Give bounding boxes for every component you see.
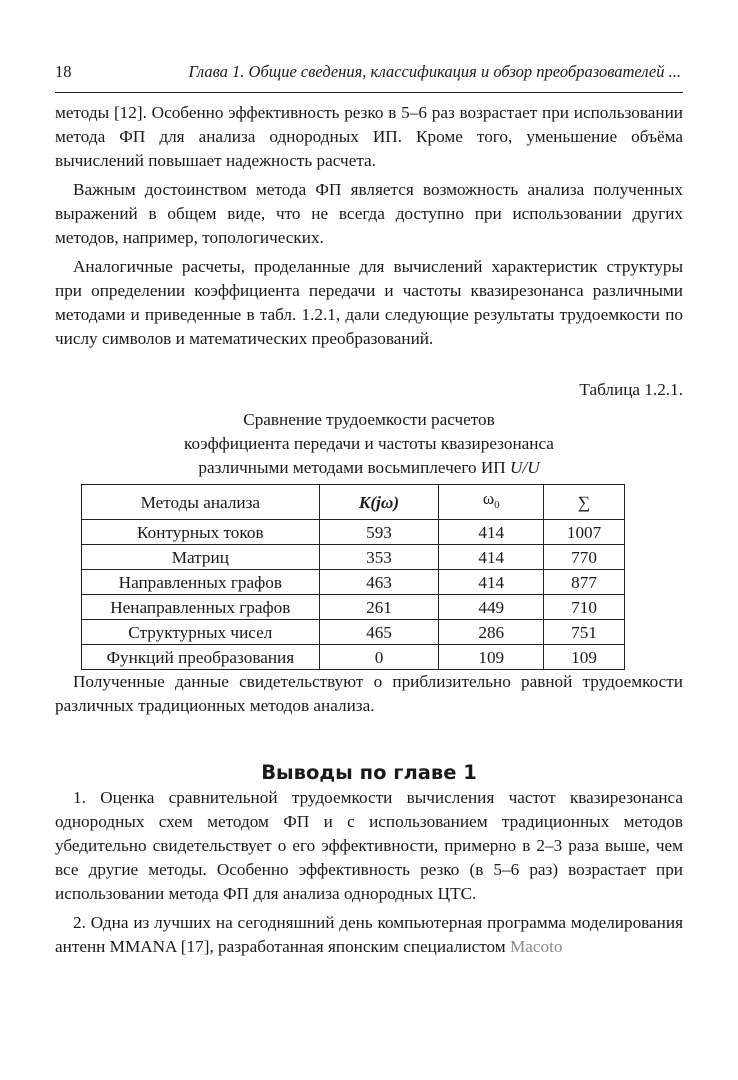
section-title: Выводы по главе 1 (261, 761, 477, 784)
header-methods: Методы анализа (82, 485, 320, 520)
table-row (82, 595, 625, 620)
cell-method: Матриц (82, 545, 320, 570)
running-header (55, 52, 683, 93)
k-jw-symbol: K(jω) (358, 492, 400, 512)
table-row (82, 570, 625, 595)
cell-k: 463 (319, 570, 439, 595)
table-row (82, 645, 625, 670)
cell-sum: 770 (544, 545, 625, 570)
cell-method: Направленных графов (82, 570, 320, 595)
cell-method: Контурных токов (82, 520, 320, 545)
table-header-row (82, 485, 625, 520)
paragraph-similar-calculations: Аналогичные расчеты, проделанные для вычислений характеристик структуры при определении коэффициента передачи и частоты квазирезонанса различными методами и приведенные в табл. 1.2.1, дали следующие результаты трудоемкости по числу символов и математических преобразований. (55, 257, 683, 348)
cell-omega: 414 (439, 520, 544, 545)
cell-k: 353 (319, 545, 439, 570)
cell-sum: 1007 (544, 520, 625, 545)
cell-k: 465 (319, 620, 439, 645)
cell-omega: 286 (439, 620, 544, 645)
paragraph-continuation: методы [12]. Особенно эффективность резко в 5–6 раз возрастает при использовании метода ФП для анализа однородных ИП. Кроме того, уменьшение объёма вычислений повышает надежность расчета. (55, 103, 683, 170)
table-number: Таблица 1.2.1. (579, 380, 683, 399)
table-row (82, 545, 625, 570)
paragraph-after-table: Полученные данные свидетельствуют о приблизительно равной трудоемкости различных традиционных методов анализа. (55, 672, 683, 715)
header-sum: ∑ (544, 485, 625, 520)
header-omega-0 (439, 485, 544, 520)
cell-sum: 109 (544, 645, 625, 670)
page-body (55, 101, 683, 959)
cell-omega: 414 (439, 545, 544, 570)
cell-sum: 751 (544, 620, 625, 645)
table-title-line-1: Сравнение трудоемкости расчетов (243, 410, 495, 429)
omega-subscript: 0 (494, 499, 500, 511)
cell-omega: 449 (439, 595, 544, 620)
cell-omega: 109 (439, 645, 544, 670)
conclusion-item-2-text: 2. Одна из лучших на сегодняшний день компьютерная программа моделирования антенн MMANA [17], разработанная японским специалистом (55, 913, 683, 956)
cell-method: Структурных чисел (82, 620, 320, 645)
author-name: Macoto (509, 937, 563, 956)
cell-sum: 710 (544, 595, 625, 620)
comparison-table (81, 484, 625, 670)
cell-k: 261 (319, 595, 439, 620)
table-row (82, 520, 625, 545)
table-title-suffix: U/U (510, 458, 540, 477)
table-title (55, 408, 683, 480)
cell-sum: 877 (544, 570, 625, 595)
running-head-title: Глава 1. Общие сведения, классификация и обзор преобразователей ... (188, 62, 681, 81)
omega-symbol: ω (482, 489, 495, 508)
table-row (82, 620, 625, 645)
header-k-jw (319, 485, 439, 520)
conclusion-item-2 (55, 911, 683, 959)
cell-k: 593 (319, 520, 439, 545)
paragraph-advantage: Важным достоинством метода ФП является возможность анализа полученных выражений в общем виде, что не всегда доступно при использовании других методов, например, топологических. (55, 180, 683, 247)
cell-method: Функций преобразования (82, 645, 320, 670)
page-number: 18 (55, 62, 72, 81)
cell-method: Ненаправленных графов (82, 595, 320, 620)
conclusion-item-1: 1. Оценка сравнительной трудоемкости вычисления частот квазирезонанса однородных схем методом ФП и с использованием традиционных методов убедительно свидетельствует о его эффективности, примерно в 2–3 раза выше, чем все другие методы. Особенно эффективность резко (в 5–6 раз) возрастает при использовании метода ФП для анализа однородных ЦТС. (55, 788, 683, 903)
cell-k: 0 (319, 645, 439, 670)
table-title-line-3 (55, 456, 683, 480)
table-title-line-2: коэффициента передачи и частоты квазирезонанса (184, 434, 554, 453)
cell-omega: 414 (439, 570, 544, 595)
table-title-line-3-text: различными методами восьмиплечего ИП (198, 458, 506, 477)
